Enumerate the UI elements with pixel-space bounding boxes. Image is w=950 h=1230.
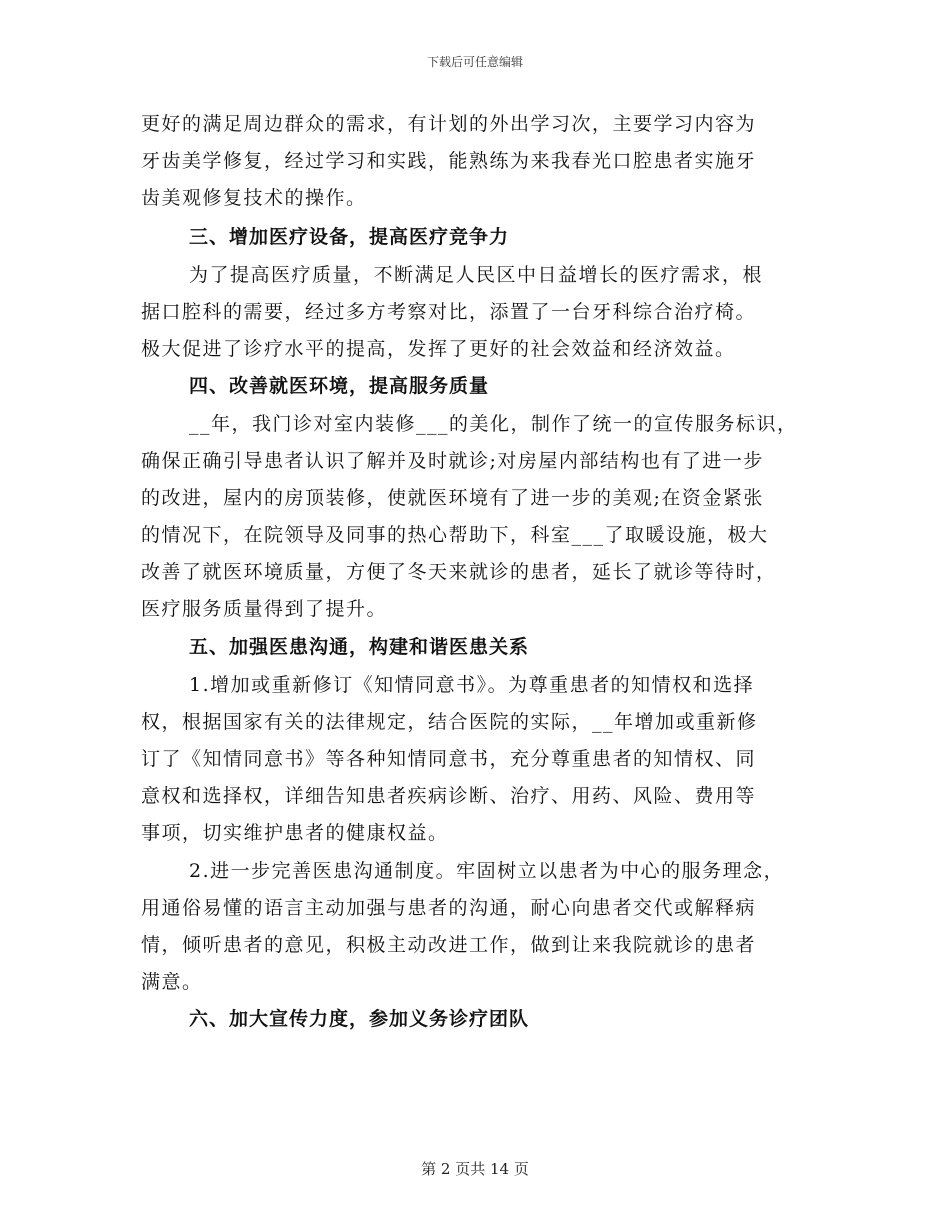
section-heading-4: 四、改善就医环境，提高服务质量 [189,375,490,397]
text-line: 2.进一步完善医患沟通制度。牢固树立以患者为中心的服务理念， [189,860,785,882]
text-line: __年，我门诊对室内装修___的美化，制作了统一的宣传服务标识， [189,413,798,435]
text-line: 更好的满足周边群众的需求，有计划的外出学习次，主要学习内容为 [141,113,757,135]
text-line: 事项，切实维护患者的健康权益。 [141,822,449,844]
text-line: 情，倾听患者的意见，积极主动改进工作，做到让来我院就诊的患者 [141,934,757,956]
text-line: 牙齿美学修复，经过学习和实践，能熟练为来我春光口腔患者实施牙 [141,150,757,172]
text-line: 齿美观修复技术的操作。 [141,187,367,209]
text-line: 据口腔科的需要，经过多方考察对比，添置了一台牙科综合治疗椅。 [141,301,757,323]
page-header: 下载后可任意编辑 [426,55,523,69]
text-line: 用通俗易懂的语言主动加强与患者的沟通，耐心向患者交代或解释病 [141,897,757,919]
text-line: 改善了就医环境质量，方便了冬天来就诊的患者，延长了就诊等待时， [141,561,777,583]
text-line: 医疗服务质量得到了提升。 [141,598,388,620]
text-line: 确保正确引导患者认识了解并及时就诊;对房屋内部结构也有了进一步 [141,450,764,472]
text-line: 满意。 [141,971,203,993]
text-line: 权，根据国家有关的法律规定，结合医院的实际，__年增加或重新修 [141,711,758,733]
text-line: 订了《知情同意书》等各种知情同意书，充分尊重患者的知情权、同 [141,748,757,770]
section-heading-3: 三、增加医疗设备，提高医疗竞争力 [189,226,510,248]
page-footer: 第 2 页共 14 页 [421,1160,529,1178]
section-heading-6: 六、加大宣传力度，参加义务诊疗团队 [189,1008,530,1030]
text-line: 1.增加或重新修订《知情同意书》。为尊重患者的知情权和选择 [189,674,755,696]
text-line: 的情况下，在院领导及同事的热心帮助下，科室___了取暖设施，极大 [141,524,769,546]
text-line: 极大促进了诊疗水平的提高，发挥了更好的社会效益和经济效益。 [141,338,736,360]
section-heading-5: 五、加强医患沟通，构建和谐医患关系 [189,636,530,658]
text-line: 意权和选择权，详细告知患者疾病诊断、治疗、用药、风险、费用等 [141,785,757,807]
text-line: 的改进，屋内的房顶装修，使就医环境有了进一步的美观;在资金紧张 [141,487,764,509]
text-line: 为了提高医疗质量，不断满足人民区中日益增长的医疗需求，根 [189,264,764,286]
